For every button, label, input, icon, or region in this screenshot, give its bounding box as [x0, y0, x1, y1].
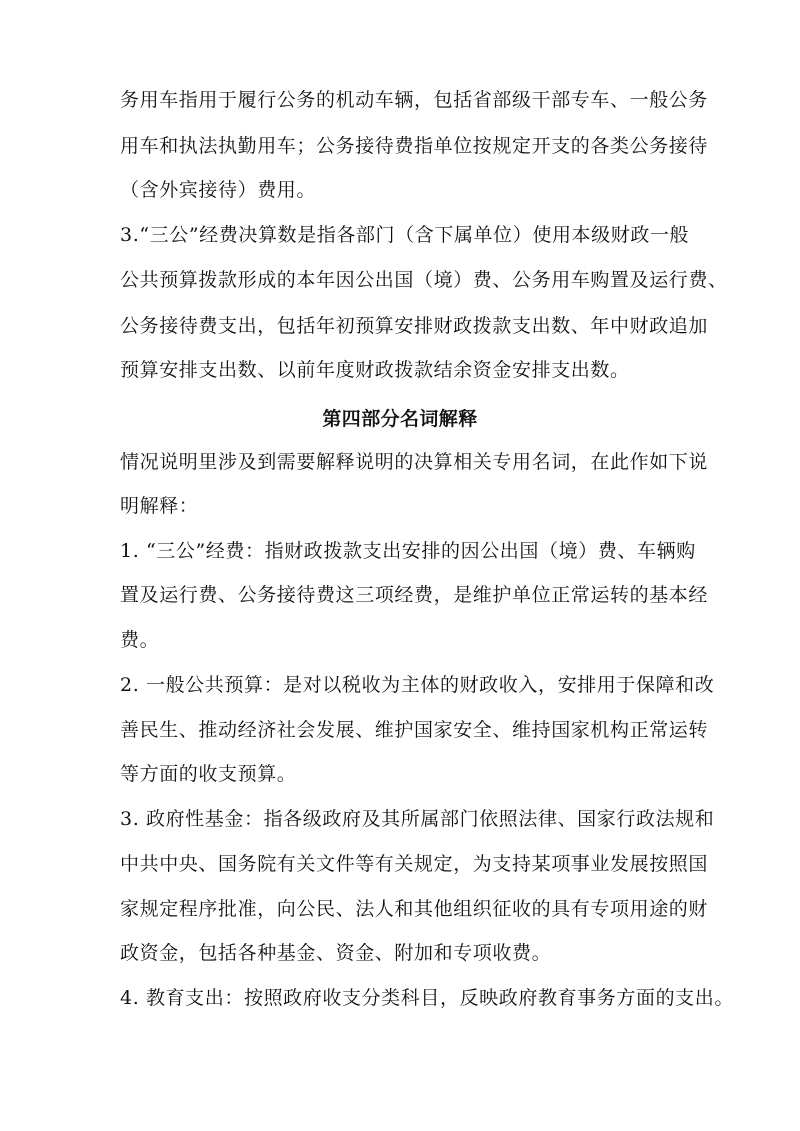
paragraph-line: 4. 教育支出：按照政府收支分类科目，反映政府教育事务方面的支出。 — [120, 987, 734, 1009]
paragraph-line: 3.“三公”经费决算数是指各部门（含下属单位）使用本级财政一般 — [120, 224, 690, 246]
paragraph-line: 2. 一般公共预算：是对以税收为主体的财政收入，安排用于保障和改 — [120, 674, 715, 696]
paragraph-line: 1. “三公”经费：指财政拨款支出安排的因公出国（境）费、车辆购 — [120, 540, 696, 562]
paragraph-line: 公务接待费支出，包括年初预算安排财政拨款支出数、年中财政追加 — [120, 315, 709, 337]
paragraph-line: 中共中央、国务院有关文件等有关规定，为支持某项事业发展按照国 — [120, 853, 709, 875]
paragraph-line: （含外宾接待）费用。 — [120, 179, 317, 201]
paragraph-line: 费。 — [120, 629, 160, 651]
paragraph-line: 家规定程序批准，向公民、法人和其他组织征收的具有专项用途的财 — [120, 898, 709, 920]
paragraph-line: 善民生、推动经济社会发展、维护国家安全、维持国家机构正常运转 — [120, 719, 709, 741]
paragraph-line: 等方面的收支预算。 — [120, 763, 297, 785]
paragraph-line: 明解释： — [120, 495, 199, 517]
paragraph-line: 公共预算拨款形成的本年因公出国（境）费、公务用车购置及运行费、 — [120, 269, 728, 291]
paragraph-line: 务用车指用于履行公务的机动车辆，包括省部级干部专车、一般公务 — [120, 89, 709, 111]
paragraph-line: 政资金，包括各种基金、资金、附加和专项收费。 — [120, 942, 552, 964]
paragraph-line: 预算安排支出数、以前年度财政拨款结余资金安排支出数。 — [120, 359, 630, 381]
paragraph-line: 3. 政府性基金：指各级政府及其所属部门依照法律、国家行政法规和 — [120, 808, 715, 830]
paragraph-line: 情况说明里涉及到需要解释说明的决算相关专用名词，在此作如下说 — [120, 451, 709, 473]
paragraph-line: 置及运行费、公务接待费这三项经费，是维护单位正常运转的基本经 — [120, 584, 709, 606]
section-title: 第四部分名词解释 — [322, 408, 478, 430]
paragraph-line: 用车和执法执勤用车；公务接待费指单位按规定开支的各类公务接待 — [120, 135, 709, 157]
